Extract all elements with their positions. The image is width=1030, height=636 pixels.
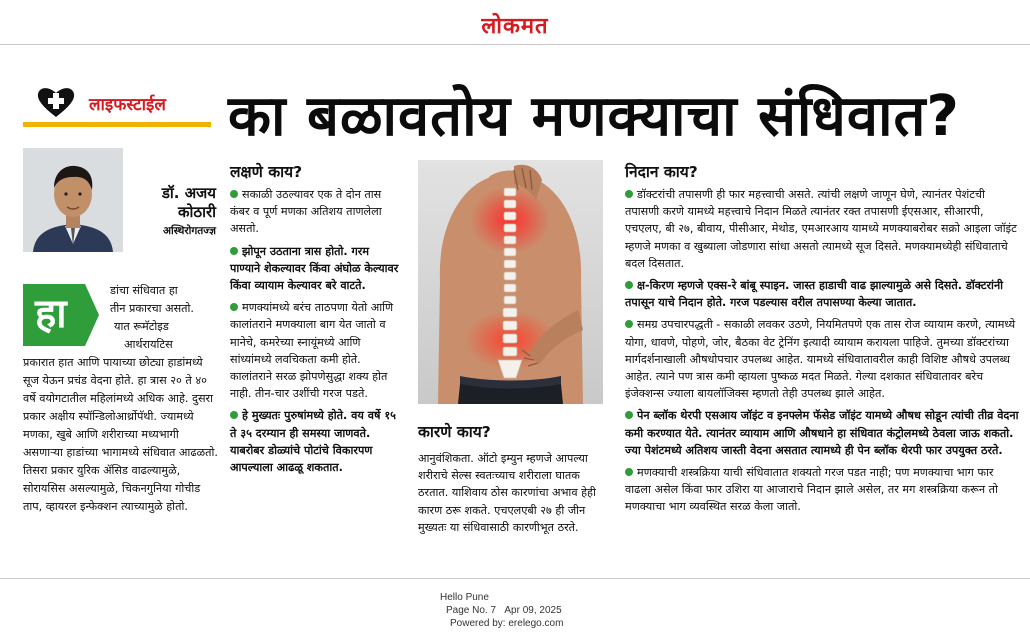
diagnosis-item: मणक्याची शस्त्रक्रिया याची संधिवातात शक्यतो गरज पडत नाही; पण मणक्याचा भाग फार वाढला असेल किंवा फार उशिरा या आजाराचे निदान झाले असेल, तर मग शस्त्रक्रिया करून तो मणक्याचा भाग व्यवस्थित सरळ केला जातो. (625, 466, 998, 514)
diagnosis-item: पेन ब्लॉक थेरपी एसआय जॉइंट व इनफ्लेम फॅसेड जॉइंट यामध्ये औषध सोडून त्यांची तीव्र वेदना कमी करण्यात येते. त्यानंतर व्यायाम आणि औषधाने हा संधिवात कंट्रोलमध्ये ठेवला जाऊ शकतो. ज्या पेशंटमध्ये अतिशय जास्ती वेदना असतात त्यामध्ये ही पेन ब्लॉक थेरपी फार उपयुक्त ठरते. (625, 409, 1019, 457)
bullet-icon (625, 281, 633, 289)
heart-plus-icon (37, 86, 75, 118)
symptom-item: मणक्यांमध्ये बरंच ताठपणा येतो आणि कालांतराने मणक्याला बाग येत जातो व मानेचे, कमरेच्या स्नायूंमध्ये आणि सांध्यांमध्ये लवचिकता कमी होते. कालांतराने सरळ झोपणेसुद्धा शक्य होत नाही. तीन-चार उशींची गरज पडते. (230, 301, 394, 401)
page-info (446, 605, 562, 616)
bullet-icon (625, 320, 633, 328)
causes-section (418, 420, 603, 541)
symptom-item: झोपून उठताना त्रास होतो. गरम पाण्याने शेकल्यावर किंवा अंघोळ केल्यावर किंवा व्यायाम केल्यावर बरे वाटते. (230, 244, 399, 293)
spine-pain-illustration (418, 160, 603, 404)
symptoms-title: लक्षणे काय? (230, 163, 303, 181)
bullet-icon (625, 411, 633, 419)
category-rule (23, 122, 211, 127)
author-byline (126, 184, 216, 238)
author-name-line1: डॉ. अजय (161, 184, 216, 202)
diagnosis-item: समग्र उपचारपद्धती - सकाळी लवकर उठणे, नियमितपणे एक तास रोज व्यायाम करणे, त्यामध्ये योगा, धावणे, पोहणे, जोर, बैठका वेट ट्रेनिंग इत्यादी व्यायाम करायला पाहिजे. तुमच्या डॉक्टरांच्या मार्गदर्शनाखाली औषधोपचार उपलब्ध आहेत. यामध्ये संधिवातावरील काही विशिष्ट औषधे उपलब्ध आहेत. त्याने पण त्रास कमी व्हायला पुष्कळ मदत मिळते. गेल्या दशकात संधिवातावर बरेच इंजेक्शन्स ज्याला बायलॉजिक्स म्हणतो तेही उपलब्ध झाले आहेत. (625, 318, 1016, 401)
bullet-icon (230, 411, 238, 419)
edition-name: Hello Pune (440, 592, 489, 603)
diagnosis-item: डॉक्टरांची तपासणी ही फार महत्त्वाची असते. त्यांची लक्षणे जाणून घेणे, त्यानंतर पेशंटची तपासणी करणे यामध्ये महत्त्वाचे निदान मिळते त्यानंतर रक्त तपासणी ईएसआर, सीआरपी, एचएलए, बी २७, बीवाय, पीसीआर, मेथोड, एमआरआय यामध्ये मणक्याबरोबर सक्रो आइला जॉइंट म्हणजे मणका व खुब्याला जोडणारा सांधा असतो त्यामध्ये सूज दिसते. मणक्यामध्येही संधिवाताचे बदल दिसतात. (625, 188, 1017, 270)
masthead (0, 0, 1030, 45)
bullet-icon (230, 303, 238, 311)
author-photo (23, 148, 123, 252)
causes-text: आनुवंशिकता. ऑटो इम्युन म्हणजे आपल्या शरीराचे सेल्स स्वतःच्याच शरीराला घातक ठरतात. याशिवाय ठोस कारणांचा अभाव हेही कारण ठरू शकते. एचएलएबी २७ ही जीन मुख्यतः या संधिवासाठी कारणीभूत ठरते. (418, 452, 596, 534)
intro-line: यात रूमॅटोइड (114, 320, 169, 333)
bullet-icon (625, 190, 633, 198)
author-role: अस्थिरोगतज्ज्ञ (163, 225, 216, 237)
symptom-item: सकाळी उठल्यावर एक ते दोन तास कंबर व पूर्ण मणका अतिशय ताणलेला असतो. (230, 188, 382, 236)
powered-by: Powered by: erelego.com (450, 618, 564, 629)
diagnosis-item: क्ष-किरण म्हणजे एक्स-रे बांबू स्पाइन. जास्त हाडाची वाढ झाल्यामुळे असे दिसते. डॉक्टरांनी तपासून याचे निदान होते. गरज पडल्यास वरील तपासण्या केल्या जातात. (625, 279, 1004, 310)
symptoms-section (230, 160, 402, 481)
category-text: लाइफस्टाईल (89, 95, 166, 115)
drop-cap (23, 284, 99, 346)
intro-body: प्रकारात हात आणि पायाच्या छोट्या हाडांमध्ये सूज येऊन प्रचंड वेदना होते. हा त्रास २० ते ४० वर्षे वयोगटातील महिलांमध्ये अधिक आहे. दुसरा प्रकार अक्षीय स्पॉन्डिलोआर्थ्रोपॅथी. ज्यामध्ये मणका, खुबे आणि शरीराच्या मध्यभागी असणाऱ्या हाडांच्या भागामध्ये संधिवात आढळतो. तिसरा प्रकार युरिक ॲसिड वाढल्यामुळे, सोरायसिस असल्यामुळे, चिकनगुनिया गोचीड ताप, व्हायरल इन्फेक्शन त्याच्यामुळे होतो. (23, 356, 218, 513)
drop-cap-text: हा (35, 291, 67, 337)
newspaper-logo: लोकमत (481, 13, 549, 39)
category-label (23, 86, 213, 128)
diagnosis-title: निदान काय? (625, 163, 698, 181)
symptom-item: हे मुख्यतः पुरुषांमध्ये होते. वय वर्षे १५ ते ३५ दरम्यान ही समस्या जाणवते. याबरोबर डोळ्यांचे पोटांचे विकारपण आपल्याला आढळू शकतात. (230, 409, 396, 475)
bullet-icon (230, 247, 238, 255)
footer-divider (0, 578, 1030, 579)
intro-line: डांचा संधिवात हा (110, 284, 178, 297)
author-name-line2: कोठारी (177, 203, 216, 221)
bullet-icon (230, 190, 238, 198)
intro-line: आर्थरायटिस (124, 338, 173, 351)
diagnosis-section (625, 160, 1020, 521)
intro-lead (110, 282, 218, 354)
bullet-icon (625, 468, 633, 476)
headline: का बळावतोय मणक्याचा संधिवात? (228, 84, 960, 149)
causes-title: कारणे काय? (418, 423, 491, 441)
page-number: Page No. 7 (446, 605, 497, 616)
intro-line: तीन प्रकारचा असतो. (110, 302, 194, 315)
issue-date: Apr 09, 2025 (504, 605, 562, 616)
